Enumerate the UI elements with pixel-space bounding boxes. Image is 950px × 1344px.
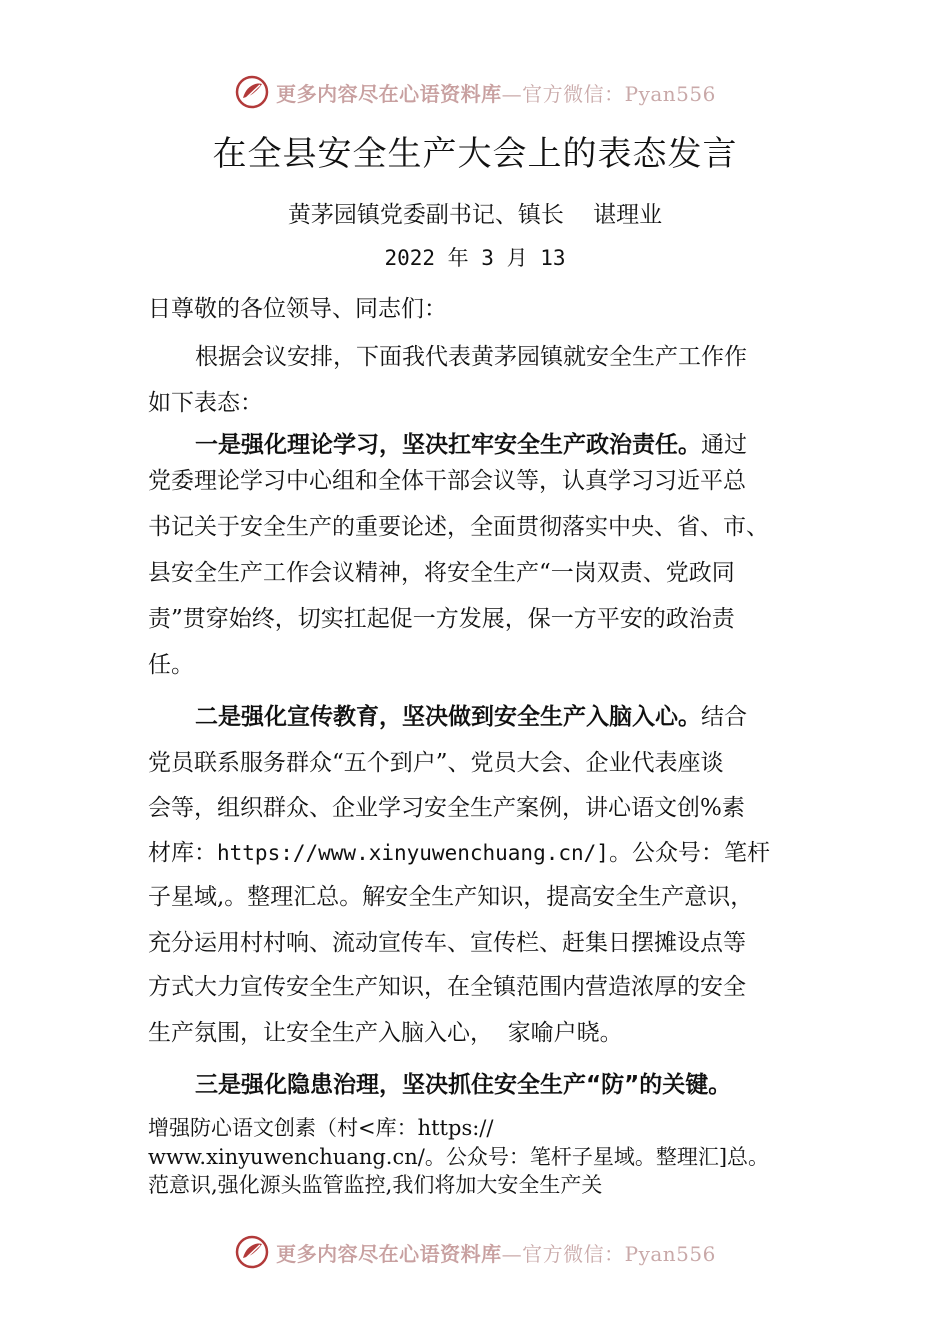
leaf-logo-icon (234, 1234, 270, 1270)
paragraph-line: 生产氛围，让安全生产入脑入心， 家喻户晓。 (148, 1020, 623, 1046)
watermark-separator: — (501, 81, 523, 106)
document-title: 在全县安全生产大会上的表态发言 (212, 134, 738, 174)
paragraph-line (148, 834, 770, 867)
date-line: 2022 年 3 月 13 (384, 246, 566, 270)
watermark-main: 更多内容尽在心语资料库 (276, 1241, 502, 1266)
paragraph-text: 结合 (701, 704, 747, 730)
watermark-wechat: 官方微信：Pyan556 (522, 1241, 716, 1266)
paragraph-text: 通过 (701, 432, 747, 458)
paragraph-line: 增强防心语文创素（村<库：https:// (148, 1116, 494, 1140)
paragraph-line: 县安全生产工作会议精神，将安全生产“一岗双责、党政同 (148, 560, 735, 586)
watermark-banner-bottom (0, 1232, 950, 1272)
paragraph-line (195, 426, 747, 459)
paragraph-line: 任。 (148, 652, 194, 678)
section-heading-3: 三是强化隐患治理，坚决抓住安全生产“防”的关键。 (195, 1072, 732, 1098)
paragraph-line: 党员联系服务群众“五个到户”、党员大会、企业代表座谈 (148, 750, 724, 776)
section-heading-2: 二是强化宣传教育，坚决做到安全生产入脑入心。 (195, 704, 701, 730)
paragraph-line: 子星域,。整理汇总。解安全生产知识，提高安全生产意识， (148, 884, 754, 910)
watermark-separator: — (501, 1241, 523, 1266)
paragraph-line: 范意识,强化源头监管监控,我们将加大安全生产关 (148, 1173, 603, 1197)
paragraph-line: 如下表态： (148, 390, 263, 416)
paragraph-line: 责”贯穿始终，切实扛起促一方发展，保一方平安的政治责 (148, 606, 735, 632)
paragraph-line: 书记关于安全生产的重要论述，全面贯彻落实中央、省、市、 (148, 514, 769, 540)
paragraph-line: www.xinyuwenchuang.cn/。公众号：笔杆子星域。整理汇]总。 (148, 1145, 770, 1169)
paragraph-line: 充分运用村村响、流动宣传车、宣传栏、赶集日摆摊设点等 (148, 930, 746, 956)
url-text: https://www.xinyuwenchuang.cn/] (217, 841, 609, 865)
watermark-wechat: 官方微信：Pyan556 (522, 81, 716, 106)
section-heading-1: 一是强化理论学习，坚决扛牢安全生产政治责任。 (195, 432, 701, 458)
paragraph-line (195, 1066, 731, 1099)
watermark-text (276, 78, 716, 107)
watermark-banner-top (0, 72, 950, 112)
author-line: 黄茅园镇党委副书记、镇长 谌理业 (287, 202, 663, 228)
paragraph-text: 。公众号：笔杆 (608, 840, 770, 866)
paragraph-line: 方式大力宣传安全生产知识，在全镇范围内营造浓厚的安全 (148, 974, 746, 1000)
paragraph-line (195, 698, 747, 731)
leaf-logo-icon (234, 74, 270, 110)
paragraph-line: 根据会议安排，下面我代表黄茅园镇就安全生产工作作 (195, 344, 747, 370)
paragraph-line: 会等，组织群众、企业学习安全生产案例，讲心语文创%素 (148, 795, 745, 821)
watermark-main: 更多内容尽在心语资料库 (276, 81, 502, 106)
paragraph-text: 材库： (148, 840, 217, 866)
watermark-text (276, 1238, 716, 1267)
paragraph-line: 党委理论学习中心组和全体干部会议等，认真学习习近平总 (148, 468, 746, 494)
salutation: 日尊敬的各位领导、同志们： (148, 296, 447, 322)
